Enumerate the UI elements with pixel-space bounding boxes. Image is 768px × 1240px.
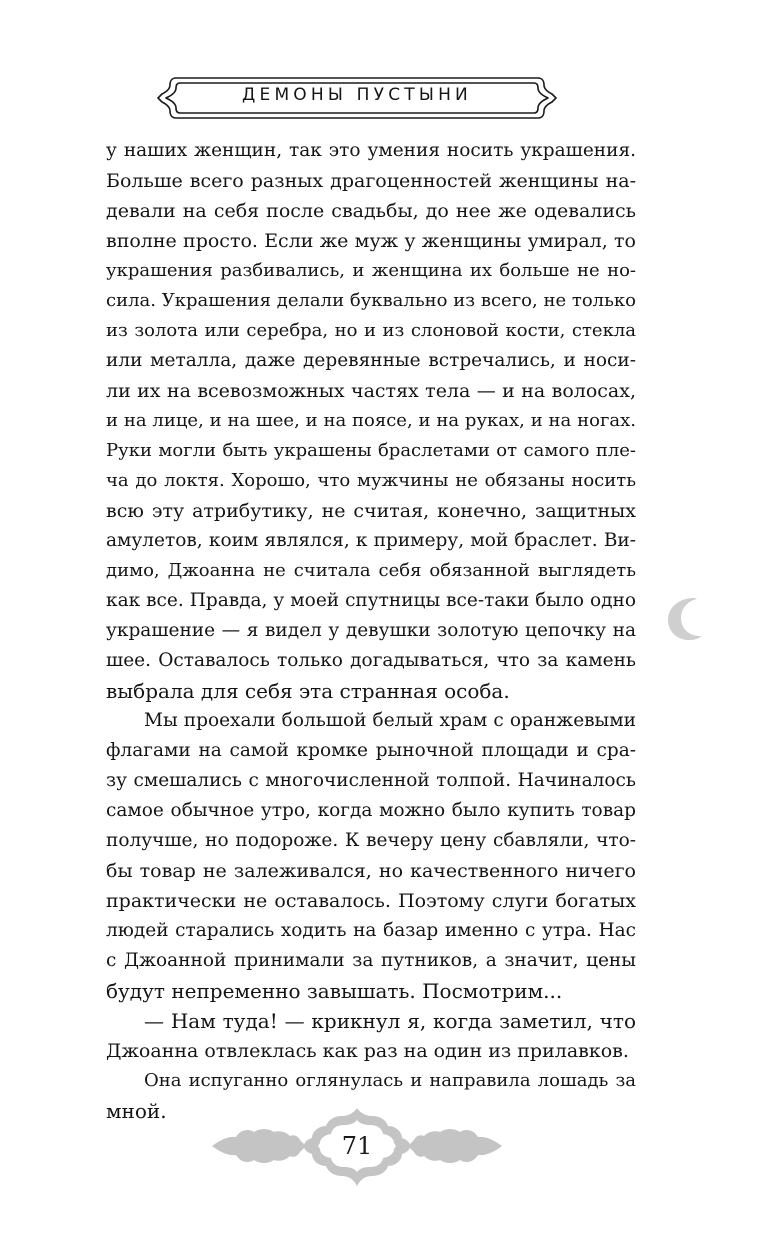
text-line: амулетов, коим являлся, к примеру, мой браслет. Ви- — [106, 530, 636, 551]
paragraph — [106, 706, 636, 1006]
text-line: самое обычное утро, когда можно было купить товар — [106, 800, 636, 821]
crescent-moon-icon — [664, 596, 710, 642]
text-line: украшение — я видел у девушки золотую цепочку на — [106, 620, 636, 641]
text-line: или металла, даже деревянные встречались, и носи- — [106, 350, 636, 371]
running-header-title: ДЕМОНЫ ПУСТЫНИ — [242, 85, 472, 105]
text-line: у наших женщин, так это умения носить украшения. — [106, 140, 636, 161]
text-line: Больше всего разных драгоценностей женщины на- — [106, 170, 636, 192]
text-line: украшения разбивались, и женщина их больше не но- — [106, 260, 636, 281]
text-line: бы товар не залеживался, но качественного ничего — [106, 860, 636, 882]
text-line: выбрала для себя эта странная особа. — [106, 679, 510, 703]
body-text — [106, 136, 636, 1126]
text-line: димо, Джоанна не считала себя обязанной выглядеть — [106, 560, 636, 581]
text-line: Она испуганно оглянулась и направила лошадь за — [144, 1070, 636, 1091]
text-line: и на лице, и на шее, и на поясе, и на руках, и на ногах. — [106, 410, 636, 431]
text-line: получше, но подороже. К вечеру цену сбавляли, что- — [106, 830, 636, 851]
paragraph — [106, 1006, 636, 1066]
text-line: как все. Правда, у моей спутницы все-таки было одно — [106, 590, 636, 611]
text-line: мной. — [106, 1099, 167, 1123]
text-line: вполне просто. Если же муж у женщины умирал, то — [106, 230, 636, 252]
page-number: 71 — [341, 1132, 373, 1160]
text-line: с Джоанной принимали за путников, а значит, цены — [106, 950, 636, 971]
text-line: ча до локтя. Хорошо, что мужчины не обязаны носить — [106, 470, 636, 491]
text-line: Мы проехали большой белый храм с оранжевыми — [144, 710, 636, 731]
text-line: Руки могли быть украшены браслетами от самого пле- — [106, 440, 636, 461]
text-line: из золота или серебра, но и из слоновой кости, стекла — [106, 320, 636, 341]
text-line: ли их на всевозможных частях тела — и на волосах, — [106, 380, 636, 402]
text-line: девали на себя после свадьбы, до нее же одевались — [106, 200, 636, 222]
text-line: всю эту атрибутику, не считая, конечно, защитных — [106, 500, 636, 522]
text-line: Джоанна отвлеклась как раз на один из прилавков. — [106, 1040, 629, 1062]
paragraph — [106, 136, 636, 706]
running-header — [154, 73, 560, 123]
text-line: флагами на самой кромке рыночной площади и сра- — [106, 740, 636, 761]
text-line: шее. Оставалось только догадываться, что за камень — [106, 650, 636, 671]
text-line: людей старались ходить на базар именно с утра. Нас — [106, 920, 636, 941]
text-line: зу смешались с многочисленной толпой. Начиналось — [106, 770, 636, 791]
text-line: сила. Украшения делали буквально из всего, не только — [106, 290, 636, 311]
text-line: — Нам туда! — крикнул я, когда заметил, что — [144, 1009, 636, 1033]
text-line: будут непременно завышать. Посмотрим... — [106, 979, 563, 1003]
text-line: практически не оставалось. Поэтому слуги богатых — [106, 890, 636, 912]
